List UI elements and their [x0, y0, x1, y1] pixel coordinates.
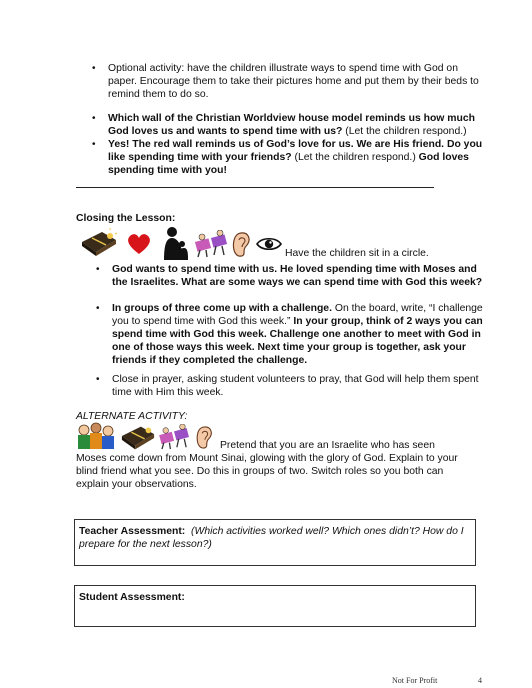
bullet-dot: •	[96, 264, 100, 275]
bullet-item	[92, 112, 484, 138]
alternate-heading: ALTERNATE ACTIVITY:	[76, 411, 188, 422]
bullet-text: (Let the children respond.)	[342, 126, 467, 137]
teacher-assessment-label: Teacher Assessment:	[79, 526, 186, 537]
bullet-text: Close in prayer, asking student volunteers to pray, that God will help them spent time with Him this week.	[112, 374, 479, 398]
bullet-item	[92, 138, 484, 177]
bible-icon	[80, 228, 118, 258]
eye-icon	[256, 236, 282, 252]
bullet-item	[96, 373, 484, 399]
section-divider	[76, 187, 434, 188]
bullet-text: God wants to spend time with us. He loved spending time with Moses and the Israelites. What are some ways we can spend time with God this week?	[112, 264, 483, 288]
bullet-item	[96, 263, 484, 289]
closing-heading: Closing the Lesson:	[76, 213, 176, 224]
teacher-assessment-prompt: (Which activities worked well? Which ones didn’t? How do I prepare for the next lesson?)	[79, 526, 464, 550]
alternate-text: Pretend that you are an Israelite who has seen Moses come down from Mount Sinai, glowing with the glory of God. Explain to your blind friend what you see. Do this in groups of two. Switch roles so you both can explain your observations.	[76, 440, 458, 490]
bullet-dot: •	[92, 63, 96, 74]
ear-icon	[230, 230, 252, 258]
bullet-text: On the board, write, “I challenge you to spend time with God this week.”	[112, 303, 483, 327]
bullet-text: God loves spending time with you!	[108, 152, 469, 176]
teacher-assessment-text	[79, 525, 467, 551]
student-assessment-box[interactable]	[74, 585, 476, 627]
bullet-text: (Let the children respond.)	[291, 152, 419, 163]
bullet-dot: •	[92, 139, 96, 150]
footer-note: Not For Profit	[392, 676, 438, 685]
children-figures-icon	[194, 230, 230, 258]
page-number: 4	[478, 676, 482, 685]
bullet-dot: •	[96, 303, 100, 314]
bullet-dot: •	[92, 113, 96, 124]
closing-icon-row	[80, 226, 290, 260]
heart-icon	[126, 232, 152, 256]
student-assessment-label: Student Assessment:	[79, 592, 185, 603]
bullet-text: Which wall of the Christian Worldview house model reminds us how much God loves us and wants to spend time with us?	[108, 113, 475, 137]
bullet-dot: •	[96, 374, 100, 385]
closing-intro: Have the children sit in a circle.	[285, 248, 429, 259]
teacher-assessment-box[interactable]	[74, 519, 476, 566]
bullet-text: In your group, think of 2 ways you can spend time with God this week. Challenge one another to meet with God in one of those ways this week. Next time your group is together, ask your friends if they completed the challenge.	[112, 316, 483, 366]
bullet-item	[96, 302, 484, 367]
bullet-item	[92, 62, 484, 101]
mother-child-icon	[160, 226, 190, 260]
bullet-text: Optional activity: have the children illustrate ways to spend time with God on paper. Encourage them to take their pictures home and put them by their beds to remind them to do so.	[108, 63, 479, 100]
bullet-text: In groups of three come up with a challenge.	[112, 303, 332, 314]
bullet-text: Yes! The red wall reminds us of God’s love for us. We are His friend. Do you like spending time with your friends?	[108, 139, 483, 163]
